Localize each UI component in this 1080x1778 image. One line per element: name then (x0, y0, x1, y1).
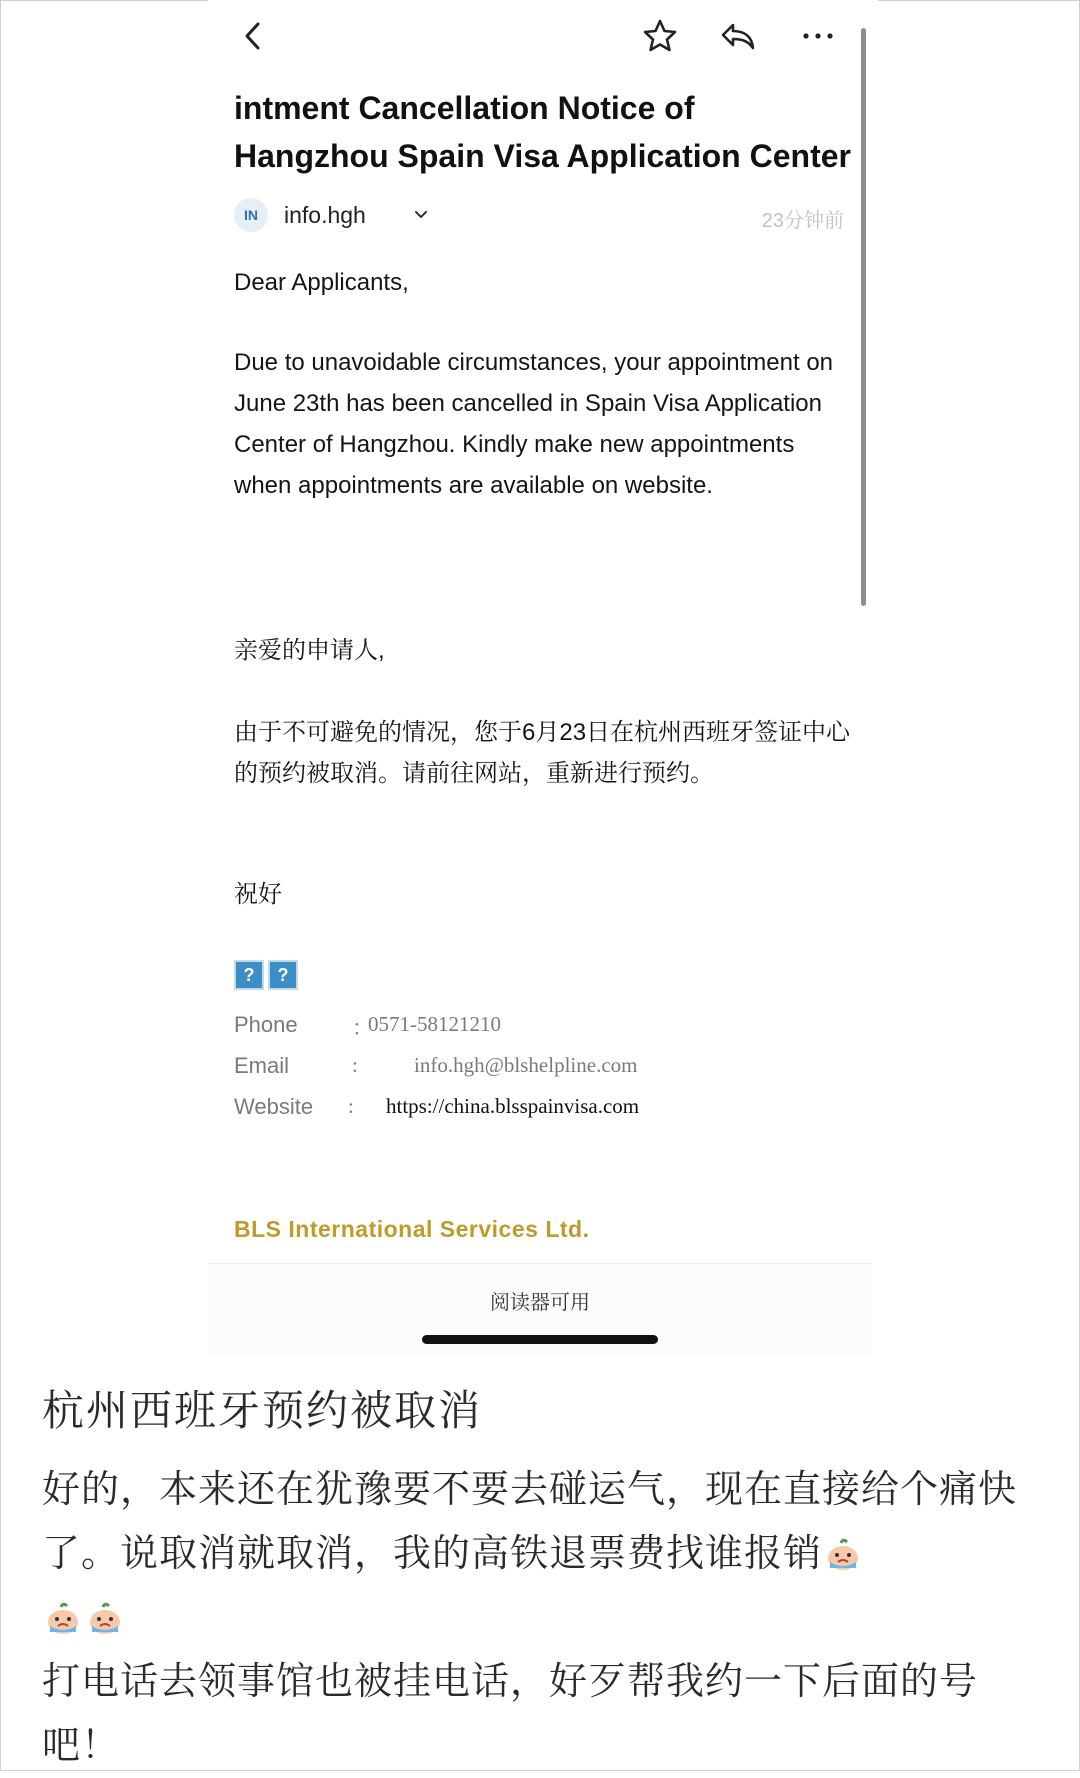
post-line-1: 好的，本来还在犹豫要不要去碰运气，现在直接给个痛快了。说取消就取消，我的高铁退票费找谁报销 (42, 1469, 1018, 1575)
more-icon[interactable] (798, 16, 838, 56)
company-name: BLS International Services Ltd. (234, 1216, 590, 1242)
website-label: Website (234, 1094, 314, 1119)
phone-separator: ： (352, 1016, 373, 1040)
sender-row[interactable] (234, 196, 844, 236)
contact-phone-row (234, 1012, 501, 1040)
email-toolbar (208, 0, 868, 76)
website-link[interactable]: https://china.blsspainvisa.com (386, 1094, 640, 1118)
reply-icon[interactable] (718, 16, 758, 56)
greeting-zh: 亲爱的申请人, (234, 637, 385, 664)
post-title: 杭州西班牙预约被取消 (42, 1387, 483, 1434)
sender-avatar: IN (234, 198, 268, 232)
star-icon[interactable] (640, 16, 680, 56)
website-separator: : (348, 1094, 354, 1118)
email-separator: : (352, 1053, 358, 1077)
reader-bar[interactable] (208, 1263, 872, 1355)
crying-emoji-icon (86, 1598, 124, 1636)
broken-images (234, 960, 302, 990)
email-subject: intment Cancellation Notice of Hangzhou Spain Visa Application Center (234, 90, 851, 174)
crying-emoji-icon (824, 1534, 862, 1572)
email-label: Email (234, 1053, 290, 1078)
email-timestamp: 23分钟前 (761, 210, 844, 232)
post-body (42, 1458, 1022, 1778)
sender-name[interactable]: info.hgh (284, 202, 366, 228)
paragraph-zh: 由于不可避免的情况，您于6月23日在杭州西班牙签证中心的预约被取消。请前往网站，重新进行预约。 (234, 719, 851, 787)
reader-available-label[interactable]: 阅读器可用 (490, 1292, 590, 1314)
emoji-row (42, 1586, 1022, 1650)
phone-value: 0571-58121210 (368, 1012, 501, 1036)
scrollbar[interactable] (861, 28, 866, 606)
contact-website-row (234, 1094, 640, 1120)
post-line-2: 打电话去领事馆也被挂电话，好歹帮我约一下后面的号吧！ (42, 1661, 979, 1767)
home-indicator[interactable] (422, 1335, 658, 1344)
email-screenshot (208, 0, 878, 1355)
greeting-en: Dear Applicants, (234, 269, 409, 296)
contact-email-row (234, 1053, 638, 1079)
phone-label: Phone (234, 1012, 298, 1037)
paragraph-en: Due to unavoidable circumstances, your appointment on June 23th has been cancelled in Spain Visa Application Center of Hangzhou. Kindly make new appointments when appointments are available on website. (234, 349, 834, 499)
crying-emoji-icon (44, 1598, 82, 1636)
closing-zh: 祝好 (234, 881, 282, 908)
chevron-down-icon[interactable] (412, 206, 430, 224)
email-value[interactable]: info.hgh@blshelpline.com (414, 1053, 638, 1077)
back-icon[interactable] (234, 16, 274, 56)
broken-image-icon: ? (268, 960, 298, 990)
broken-image-icon: ? (234, 960, 264, 990)
